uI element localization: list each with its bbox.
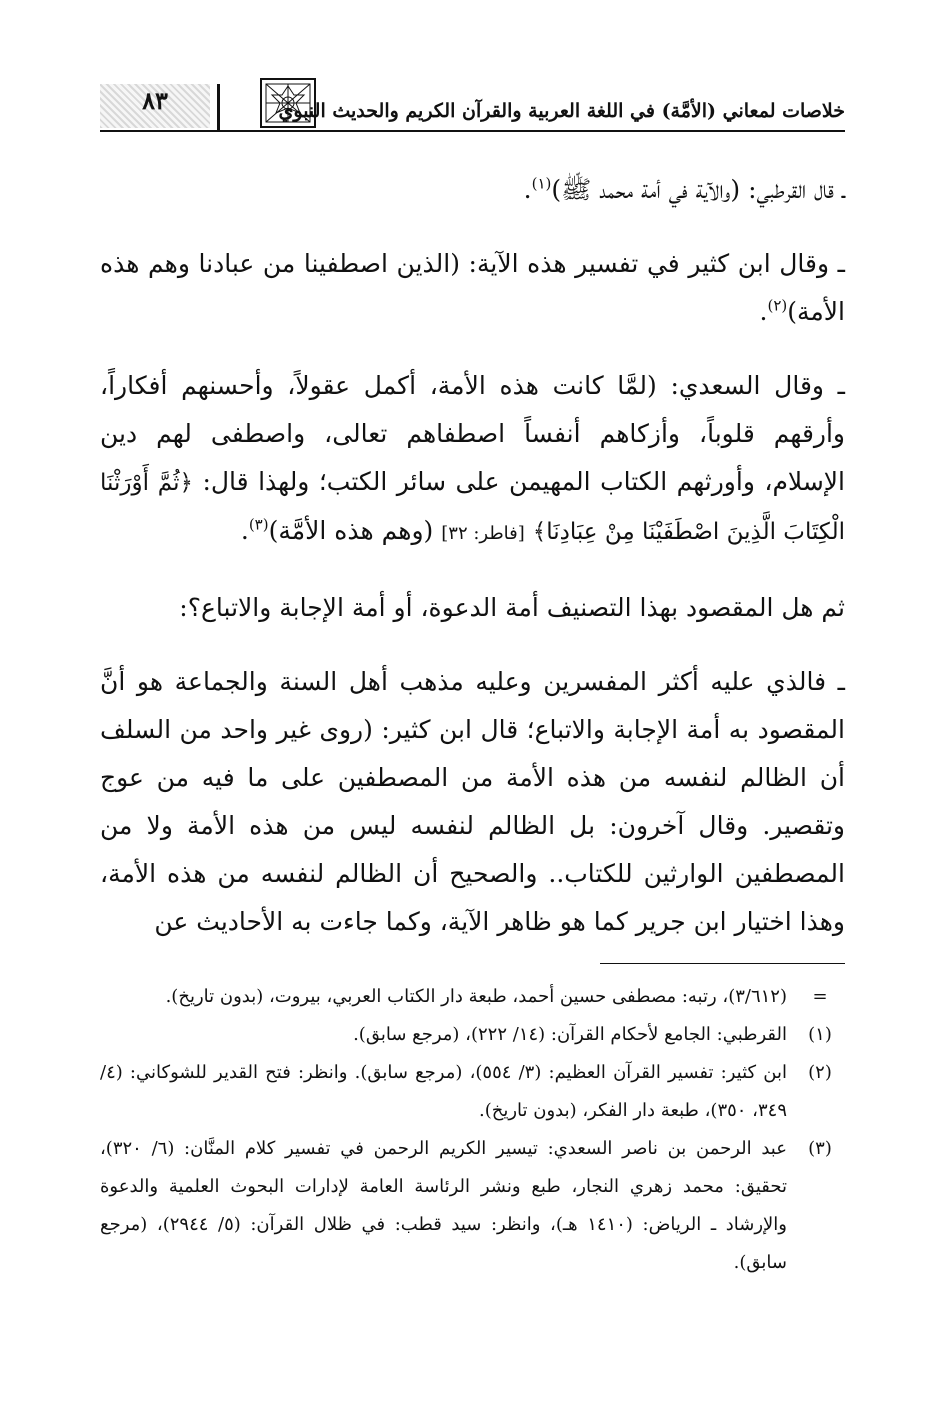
paragraph-qurtubi: ـ قال القرطبي: (والآية في أمة محمد ﷺ)$^{(١)}$. xyxy=(523,174,845,204)
header-divider xyxy=(217,84,220,132)
footnotes xyxy=(100,978,845,1282)
footnote-text: ابن كثير: تفسير القرآن العظيم: (٣/ ٥٥٤)، (مرجع سابق). وانظر: فتح القدير للشوكاني: (٤/ ٣٤٩، ٣٥٠)، طبعة دار الفكر، (بدون تاريخ). xyxy=(100,1062,787,1121)
main-text xyxy=(100,166,845,972)
header-rule xyxy=(100,130,845,132)
header-title: خلاصات لمعاني (الأمَّة) في اللغة العربية والقرآن الكريم والحديث النبوي xyxy=(278,100,845,122)
geometric-ornament-icon xyxy=(260,78,316,128)
footnote-ref-3: (٣) xyxy=(248,515,269,534)
footnote-mark: (١) xyxy=(808,1024,832,1045)
quran-verse: ﴿ثُمَّ أَوْرَثْنَا الْكِتَابَ الَّذِينَ اصْطَفَيْنَا مِنْ عِبَادِنَا﴾ xyxy=(100,470,845,545)
footnote-text: (٣/٦١٢)، رتبه: مصطفى حسين أحمد، طبعة دار الكتاب العربي، بيروت، (بدون تاريخ). xyxy=(165,986,787,1007)
page-number: ٨٣ xyxy=(142,86,168,115)
running-header xyxy=(100,72,845,134)
verse-source: [فاطر: ٣٢] xyxy=(441,523,525,544)
footnote-separator xyxy=(600,963,845,964)
footnote-continued xyxy=(100,978,845,1016)
paragraph-saadi: ـ وقال السعدي: (لمَّا كانت هذه الأمة، أكمل عقولاً، وأحسنهم أفكاراً، وأرقهم قلوباً، وأزكاهم أنفساً اصطفاهم تعالى، واصطفى لهم دين الإسلام، وأورثهم الكتاب المهيمن على سائر الكتب؛ ولهذا قال: ﴿ثُمَّ أَوْرَثْنَا الْكِتَابَ الَّذِينَ اصْطَفَيْنَا مِنْ عِبَادِنَا﴾ [فاطر: ٣٢] (وهم هذه الأمَّة)$^{(٣)}$. xyxy=(100,371,845,545)
footnote-mark: (٢) xyxy=(808,1062,832,1083)
paragraph-ibn-kathir: ـ وقال ابن كثير في تفسير هذه الآية: (الذين اصطفينا من عبادنا وهم هذه الأمة)$^{(٢)}$. xyxy=(100,249,845,326)
footnote-mark: (٣) xyxy=(808,1138,832,1159)
footnote-ref-1: (١) xyxy=(531,174,552,193)
footnote-ref-2: (٢) xyxy=(767,296,788,315)
footnote-text: عبد الرحمن بن ناصر السعدي: تيسير الكريم الرحمن في تفسير كلام المنَّان: (٦/ ٣٢٠)، تحقيق: محمد زهري النجار، طبع ونشر الرئاسة العامة لإدارات البحوث العلمية والدعوة والإرشاد ـ الرياض: (١٤١٠ هـ)، وانظر: سيد قطب: في ظلال القرآن: (٥/ ٢٩٤٤)، (مرجع سابق). xyxy=(100,1138,787,1273)
footnote-text: القرطبي: الجامع لأحكام القرآن: (١٤/ ٢٢٢)، (مرجع سابق). xyxy=(353,1024,787,1045)
paragraph-majority-view: ـ فالذي عليه أكثر المفسرين وعليه مذهب أهل السنة والجماعة هو أنَّ المقصود به أمة الإجابة والاتباع؛ قال ابن كثير: (روى غير واحد من السلف أن الظالم لنفسه من هذه الأمة من المصطفين على ما فيه من عوج وتقصير. وقال آخرون: بل الظالم لنفسه ليس من هذه الأمة ولا من المصطفين الوارثين للكتاب.. والصحيح أن الظالم لنفسه من هذه الأمة، وهذا اختيار ابن جرير كما هو ظاهر الآية، وكما جاءت به الأحاديث عن xyxy=(100,667,845,936)
paragraph-question: ثم هل المقصود بهذا التصنيف أمة الدعوة، أو أمة الإجابة والاتباع؟: xyxy=(179,593,845,622)
footnote-mark: = xyxy=(812,986,828,1007)
footnote-3 xyxy=(100,1130,845,1282)
footnote-1 xyxy=(100,1016,845,1054)
footnote-2 xyxy=(100,1054,845,1130)
